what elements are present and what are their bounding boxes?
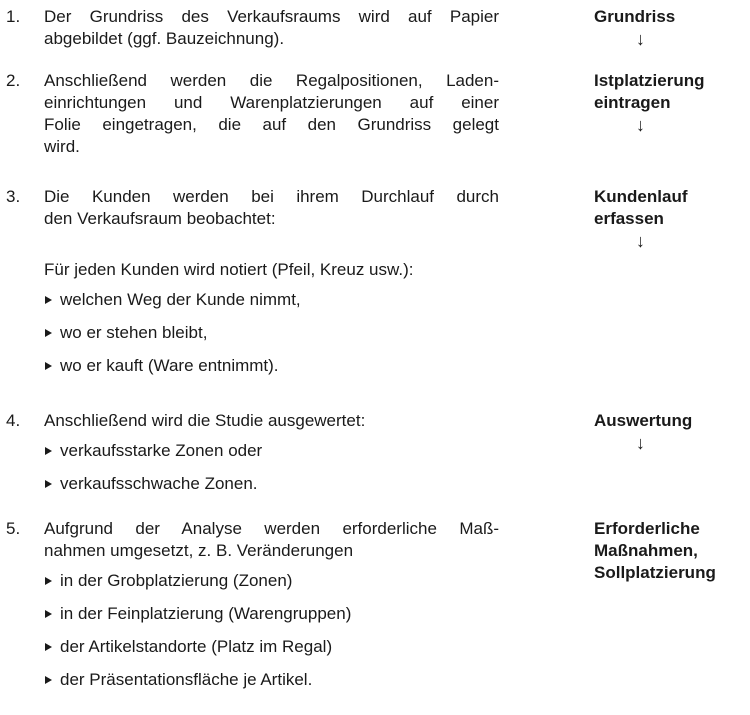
side-label-text: Kundenlauf <box>594 187 688 206</box>
side-label-text: Maßnahmen, <box>594 541 698 560</box>
bullet-list <box>44 289 574 377</box>
down-arrow-icon: ↓ <box>636 433 645 453</box>
step-number: 2. <box>6 71 21 90</box>
list-item: verkaufsstarke Zonen oder <box>44 440 574 462</box>
bullet-arrow-icon <box>45 676 52 684</box>
side-label-istplatzierung <box>594 70 750 136</box>
bullet-arrow-icon <box>45 329 52 337</box>
text-line: Die Kunden werden bei ihrem Durchlauf durch <box>44 187 499 206</box>
text-line: Anschließend werden die Regalpositionen, Laden- <box>44 71 499 90</box>
step-text <box>44 186 574 388</box>
side-label-massnahmen <box>594 518 750 584</box>
text-line: Der Grundriss des Verkaufsraums wird auf Papier <box>44 7 499 26</box>
step-text <box>44 6 574 50</box>
text-line: Folie eingetragen, die auf den Grundriss gelegt <box>44 115 499 134</box>
side-label-text: Istplatzierung <box>594 71 705 90</box>
text-line: Aufgrund der Analyse werden erforderliche Maß- <box>44 519 499 538</box>
step-number: 3. <box>6 187 21 206</box>
side-label-auswertung <box>594 410 750 454</box>
bullet-arrow-icon <box>45 362 52 370</box>
text-line: abgebildet (ggf. Bauzeichnung). <box>44 29 285 48</box>
step-text <box>44 518 574 702</box>
down-arrow-icon: ↓ <box>636 115 645 135</box>
bullet-list <box>44 440 574 495</box>
side-label-text: Grundriss <box>594 7 676 26</box>
side-label-kundenlauf <box>594 186 750 252</box>
text-line: Anschließend wird die Studie ausgewertet: <box>44 411 366 430</box>
side-label-grundriss <box>594 6 750 50</box>
subtext: Für jeden Kunden wird notiert (Pfeil, Kreuz usw.): <box>44 260 414 279</box>
bullet-arrow-icon <box>45 577 52 585</box>
bullet-arrow-icon <box>45 480 52 488</box>
step-number: 1. <box>6 7 21 26</box>
bullet-arrow-icon <box>45 610 52 618</box>
step-number: 4. <box>6 411 21 430</box>
list-item: der Präsentationsfläche je Artikel. <box>44 669 574 691</box>
list-item: in der Grobplatzierung (Zonen) <box>44 570 574 592</box>
text-line: einrichtungen und Warenplatzierungen auf einer <box>44 93 499 112</box>
step-text <box>44 410 574 506</box>
list-item: wo er kauft (Ware entnimmt). <box>44 355 574 377</box>
side-label-text: erfassen <box>594 209 664 228</box>
step-text <box>44 70 574 158</box>
bullet-arrow-icon <box>45 447 52 455</box>
list-item: in der Feinplatzierung (Warengruppen) <box>44 603 574 625</box>
down-arrow-icon: ↓ <box>636 231 645 251</box>
list-item: wo er stehen bleibt, <box>44 322 574 344</box>
side-label-text: Auswertung <box>594 411 693 430</box>
list-item: welchen Weg der Kunde nimmt, <box>44 289 574 311</box>
side-label-text: Sollplatzierung <box>594 563 716 582</box>
side-label-text: Erforderliche <box>594 519 700 538</box>
list-item: verkaufsschwache Zonen. <box>44 473 574 495</box>
bullet-arrow-icon <box>45 296 52 304</box>
text-line: wird. <box>44 137 80 156</box>
bullet-arrow-icon <box>45 643 52 651</box>
side-label-text: eintragen <box>594 93 671 112</box>
down-arrow-icon: ↓ <box>636 29 645 49</box>
text-line: nahmen umgesetzt, z. B. Veränderungen <box>44 541 354 560</box>
step-number: 5. <box>6 519 21 538</box>
bullet-list <box>44 570 574 691</box>
list-item: der Artikelstandorte (Platz im Regal) <box>44 636 574 658</box>
text-line: den Verkaufsraum beobachtet: <box>44 209 276 228</box>
